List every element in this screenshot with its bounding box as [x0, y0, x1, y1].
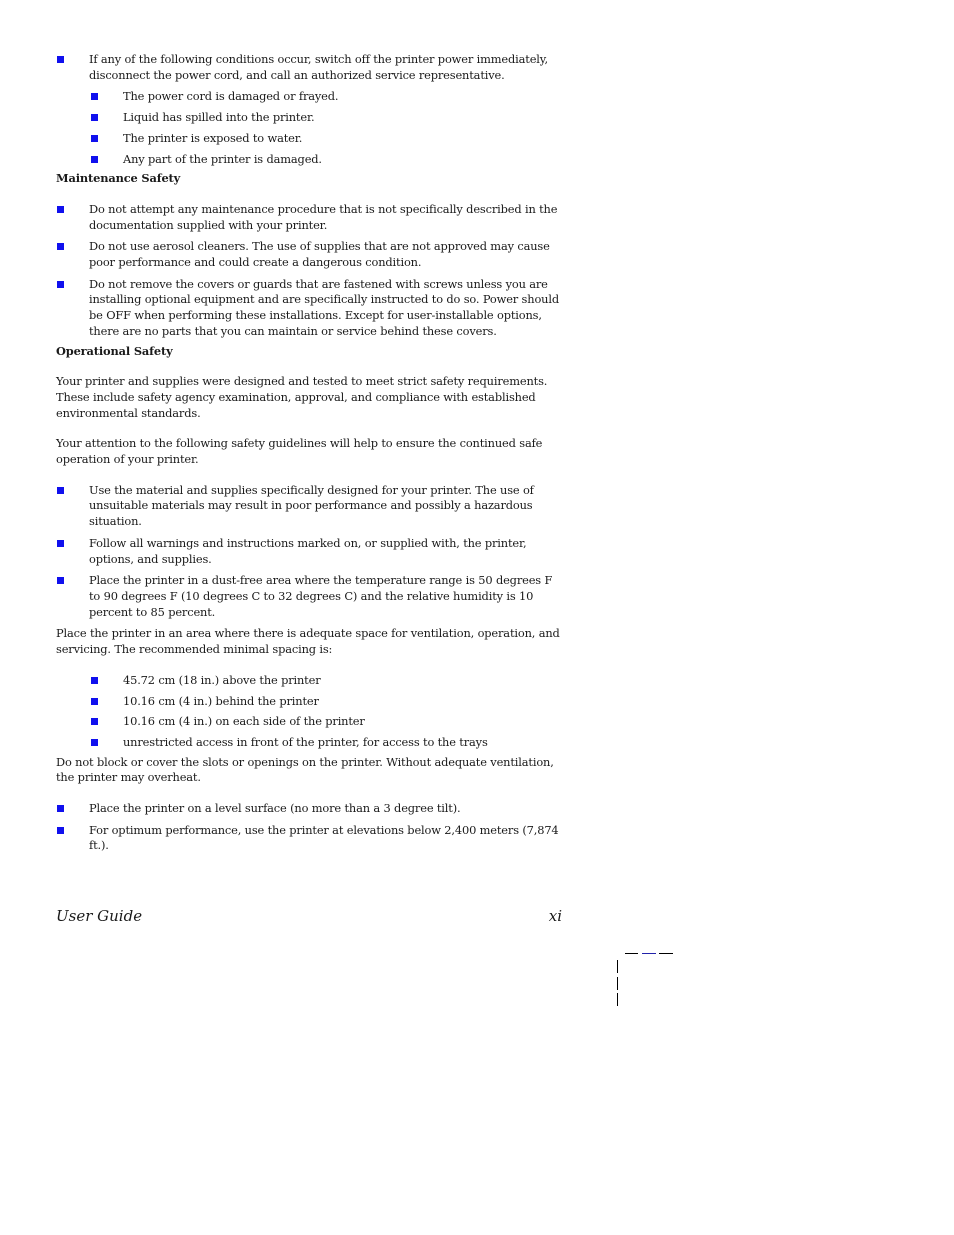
list-item — [56, 823, 562, 854]
list-item-text: For optimum performance, use the printer at elevations below 2,400 meters (7,874 ft.). — [89, 822, 559, 853]
list-item-text: Place the printer in a dust-free area where the temperature range is 50 degrees F to 90 degrees F (10 degrees C to 32 degrees C) and the relative humidity is 10 percent to 85 percent. — [89, 573, 553, 619]
footer-title: User Guide — [56, 907, 143, 925]
sub-list-item-text: 45.72 cm (18 in.) above the printer — [123, 672, 321, 687]
sub-list-item-text: unrestricted access in front of the printer, for access to the trays — [123, 734, 488, 749]
list-item — [56, 536, 562, 567]
list-item-text: If any of the following conditions occur, switch off the printer power immediately, disconnect the power cord, and call an authorized service representative. — [89, 52, 549, 82]
document-body — [56, 52, 562, 860]
square-bullet-icon — [57, 805, 64, 812]
sub-list-item-text: Any part of the printer is damaged. — [123, 151, 322, 166]
section-heading-operational: Operational Safety — [56, 343, 173, 358]
page-number: xi — [548, 907, 562, 925]
sub-list-item-text: Liquid has spilled into the printer. — [123, 110, 315, 125]
list-item-text: Do not use aerosol cleaners. The use of supplies that are not approved may cause poor performance and could create a dangerous condition. — [89, 239, 550, 270]
crop-mark — [617, 993, 618, 1006]
square-bullet-icon — [91, 135, 98, 142]
sub-list-item — [56, 714, 562, 730]
paragraph: Do not block or cover the slots or openings on the printer. Without adequate ventilation, the printer may overheat. — [56, 754, 554, 785]
list-item — [56, 239, 562, 270]
list-item — [56, 202, 562, 233]
sub-list-item — [56, 694, 562, 710]
sub-list-item — [56, 131, 562, 147]
square-bullet-icon — [57, 487, 64, 494]
square-bullet-icon — [91, 156, 98, 163]
square-bullet-icon — [57, 540, 64, 547]
square-bullet-icon — [91, 677, 98, 684]
crop-mark — [659, 953, 673, 954]
sub-list-item-text: The power cord is damaged or frayed. — [123, 89, 339, 104]
square-bullet-icon — [91, 739, 98, 746]
list-item-text: Use the material and supplies specifically designed for your printer. The use of unsuitable materials may result in poor performance and possibly a hazardous situation. — [89, 482, 534, 529]
sub-list-item — [56, 735, 562, 751]
crop-mark — [617, 960, 618, 973]
square-bullet-icon — [57, 577, 64, 584]
list-item-text: Place the printer on a level surface (no more than a 3 degree tilt). — [89, 801, 461, 816]
square-bullet-icon — [57, 281, 64, 288]
list-item — [56, 483, 562, 530]
square-bullet-icon — [91, 698, 98, 705]
paragraph: Place the printer in an area where there is adequate space for ventilation, operation, and servicing. The recommended minimal spacing is: — [56, 626, 560, 657]
list-item-text: Do not attempt any maintenance procedure that is not specifically described in the documentation supplied with your printer. — [89, 201, 558, 232]
sub-list-item-text: The printer is exposed to water. — [123, 130, 303, 145]
list-item — [56, 52, 562, 83]
list-item-text: Follow all warnings and instructions marked on, or supplied with, the printer, options, and supplies. — [89, 535, 527, 566]
list-item — [56, 801, 562, 817]
sub-list-item-text: 10.16 cm (4 in.) behind the printer — [123, 693, 319, 708]
sub-list-item — [56, 110, 562, 126]
paragraph: Your printer and supplies were designed and tested to meet strict safety requirements. These include safety agency examination, approval, and compliance with established environmental standards. — [56, 374, 548, 420]
list-item — [56, 573, 562, 620]
square-bullet-icon — [91, 114, 98, 121]
crop-mark — [617, 977, 618, 990]
square-bullet-icon — [57, 56, 64, 63]
square-bullet-icon — [57, 206, 64, 213]
sub-list-item-text: 10.16 cm (4 in.) on each side of the printer — [123, 714, 365, 729]
sub-list-item — [56, 152, 562, 168]
square-bullet-icon — [57, 243, 64, 250]
square-bullet-icon — [57, 827, 64, 834]
square-bullet-icon — [91, 718, 98, 725]
list-item-text: Do not remove the covers or guards that are fastened with screws unless you are installing optional equipment and are specifically instructed to do so. Power should be OFF when performing these installations. Except for user-installable options, there are no parts that you can maintain or service behind these covers. — [89, 276, 559, 338]
section-heading-maintenance: Maintenance Safety — [56, 171, 181, 186]
crop-mark — [642, 953, 656, 954]
square-bullet-icon — [91, 93, 98, 100]
sub-list-item — [56, 673, 562, 689]
crop-mark — [625, 953, 638, 954]
list-item — [56, 277, 562, 340]
sub-list-item — [56, 89, 562, 105]
paragraph: Your attention to the following safety guidelines will help to ensure the continued safe operation of your printer. — [56, 436, 543, 467]
